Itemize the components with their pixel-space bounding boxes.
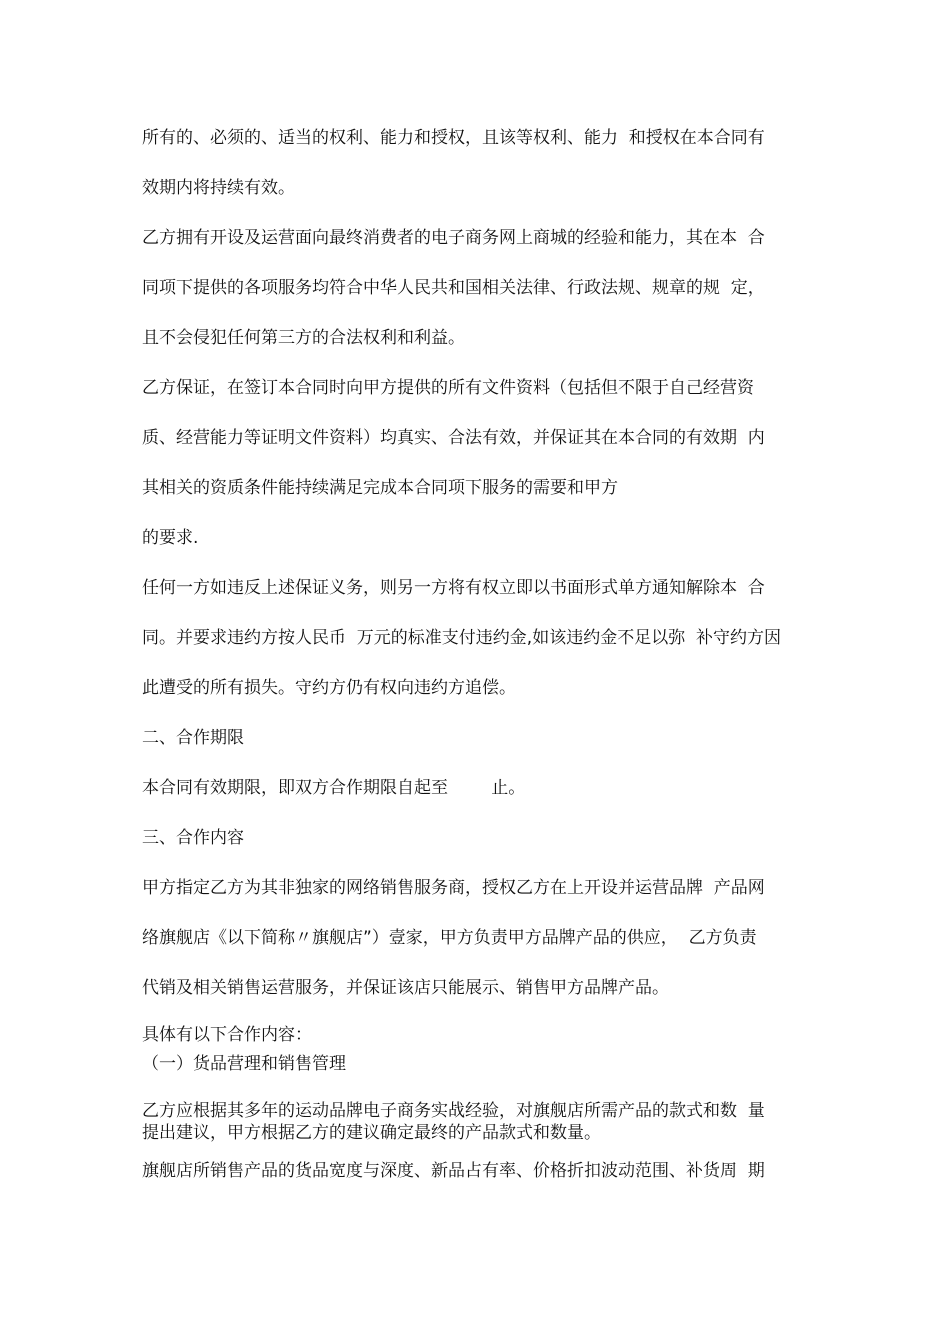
text-line: 其相关的资质条件能持续满足完成本合同项下服务的需要和甲方 [142,478,618,498]
text-line: 任何一方如违反上述保证义务，则另一方将有权立即以书面形式单方通知解除本 合 [142,578,765,598]
text-line: 乙方应根据其多年的运动品牌电子商务实战经验，对旗舰店所需产品的款式和数 量 [142,1101,765,1121]
text-line: 乙方拥有开设及运营面向最终消费者的电子商务网上商城的经验和能力，其在本 合 [142,228,765,248]
text-line: 的要求. [142,528,199,548]
text-line: 且不会侵犯任何第三方的合法权利和利益。 [142,328,465,348]
text-line: 同项下提供的各项服务均符合中华人民共和国相关法律、行政法规、规章的规 定， [142,278,765,298]
section-heading: 三、合作内容 [142,828,244,848]
text-line: 乙方保证，在签订本合同时向甲方提供的所有文件资料（包括但不限于自己经营资 [142,378,754,398]
text-line: 同。并要求违约方按人民币 万元的标准支付违约金,如该违约金不足以弥 补守约方因 [142,628,782,648]
text-line: 代销及相关销售运营服务，并保证该店只能展示、销售甲方品牌产品。 [142,978,669,998]
text-line: 此遭受的所有损失。守约方仍有权向违约方追偿。 [142,678,516,698]
text-line: 提出建议，甲方根据乙方的建议确定最终的产品款式和数量。 [142,1123,601,1143]
text-line: 所有的、必须的、适当的权利、能力和授权，且该等权利、能力 和授权在本合同有 [142,128,765,148]
text-line: 效期内将持续有效。 [142,178,295,198]
text-line: 旗舰店所销售产品的货品宽度与深度、新品占有率、价格折扣波动范围、补货周 期 [142,1161,765,1181]
text-line: 具体有以下合作内容： [142,1025,312,1045]
text-line: 本合同有效期限，即双方合作期限自起至 止。 [142,778,526,798]
text-line: 质、经营能力等证明文件资料）均真实、合法有效，并保证其在本合同的有效期 内 [142,428,765,448]
text-line: 络旗舰店《以下简称〃旗舰店”）壹家，甲方负责甲方品牌产品的供应， 乙方负责 [142,928,757,948]
section-heading: 二、合作期限 [142,728,244,748]
subsection-heading: （一）货品营理和销售管理 [142,1054,346,1074]
text-line: 甲方指定乙方为其非独家的网络销售服务商，授权乙方在上开设并运营品牌 产品网 [142,878,765,898]
